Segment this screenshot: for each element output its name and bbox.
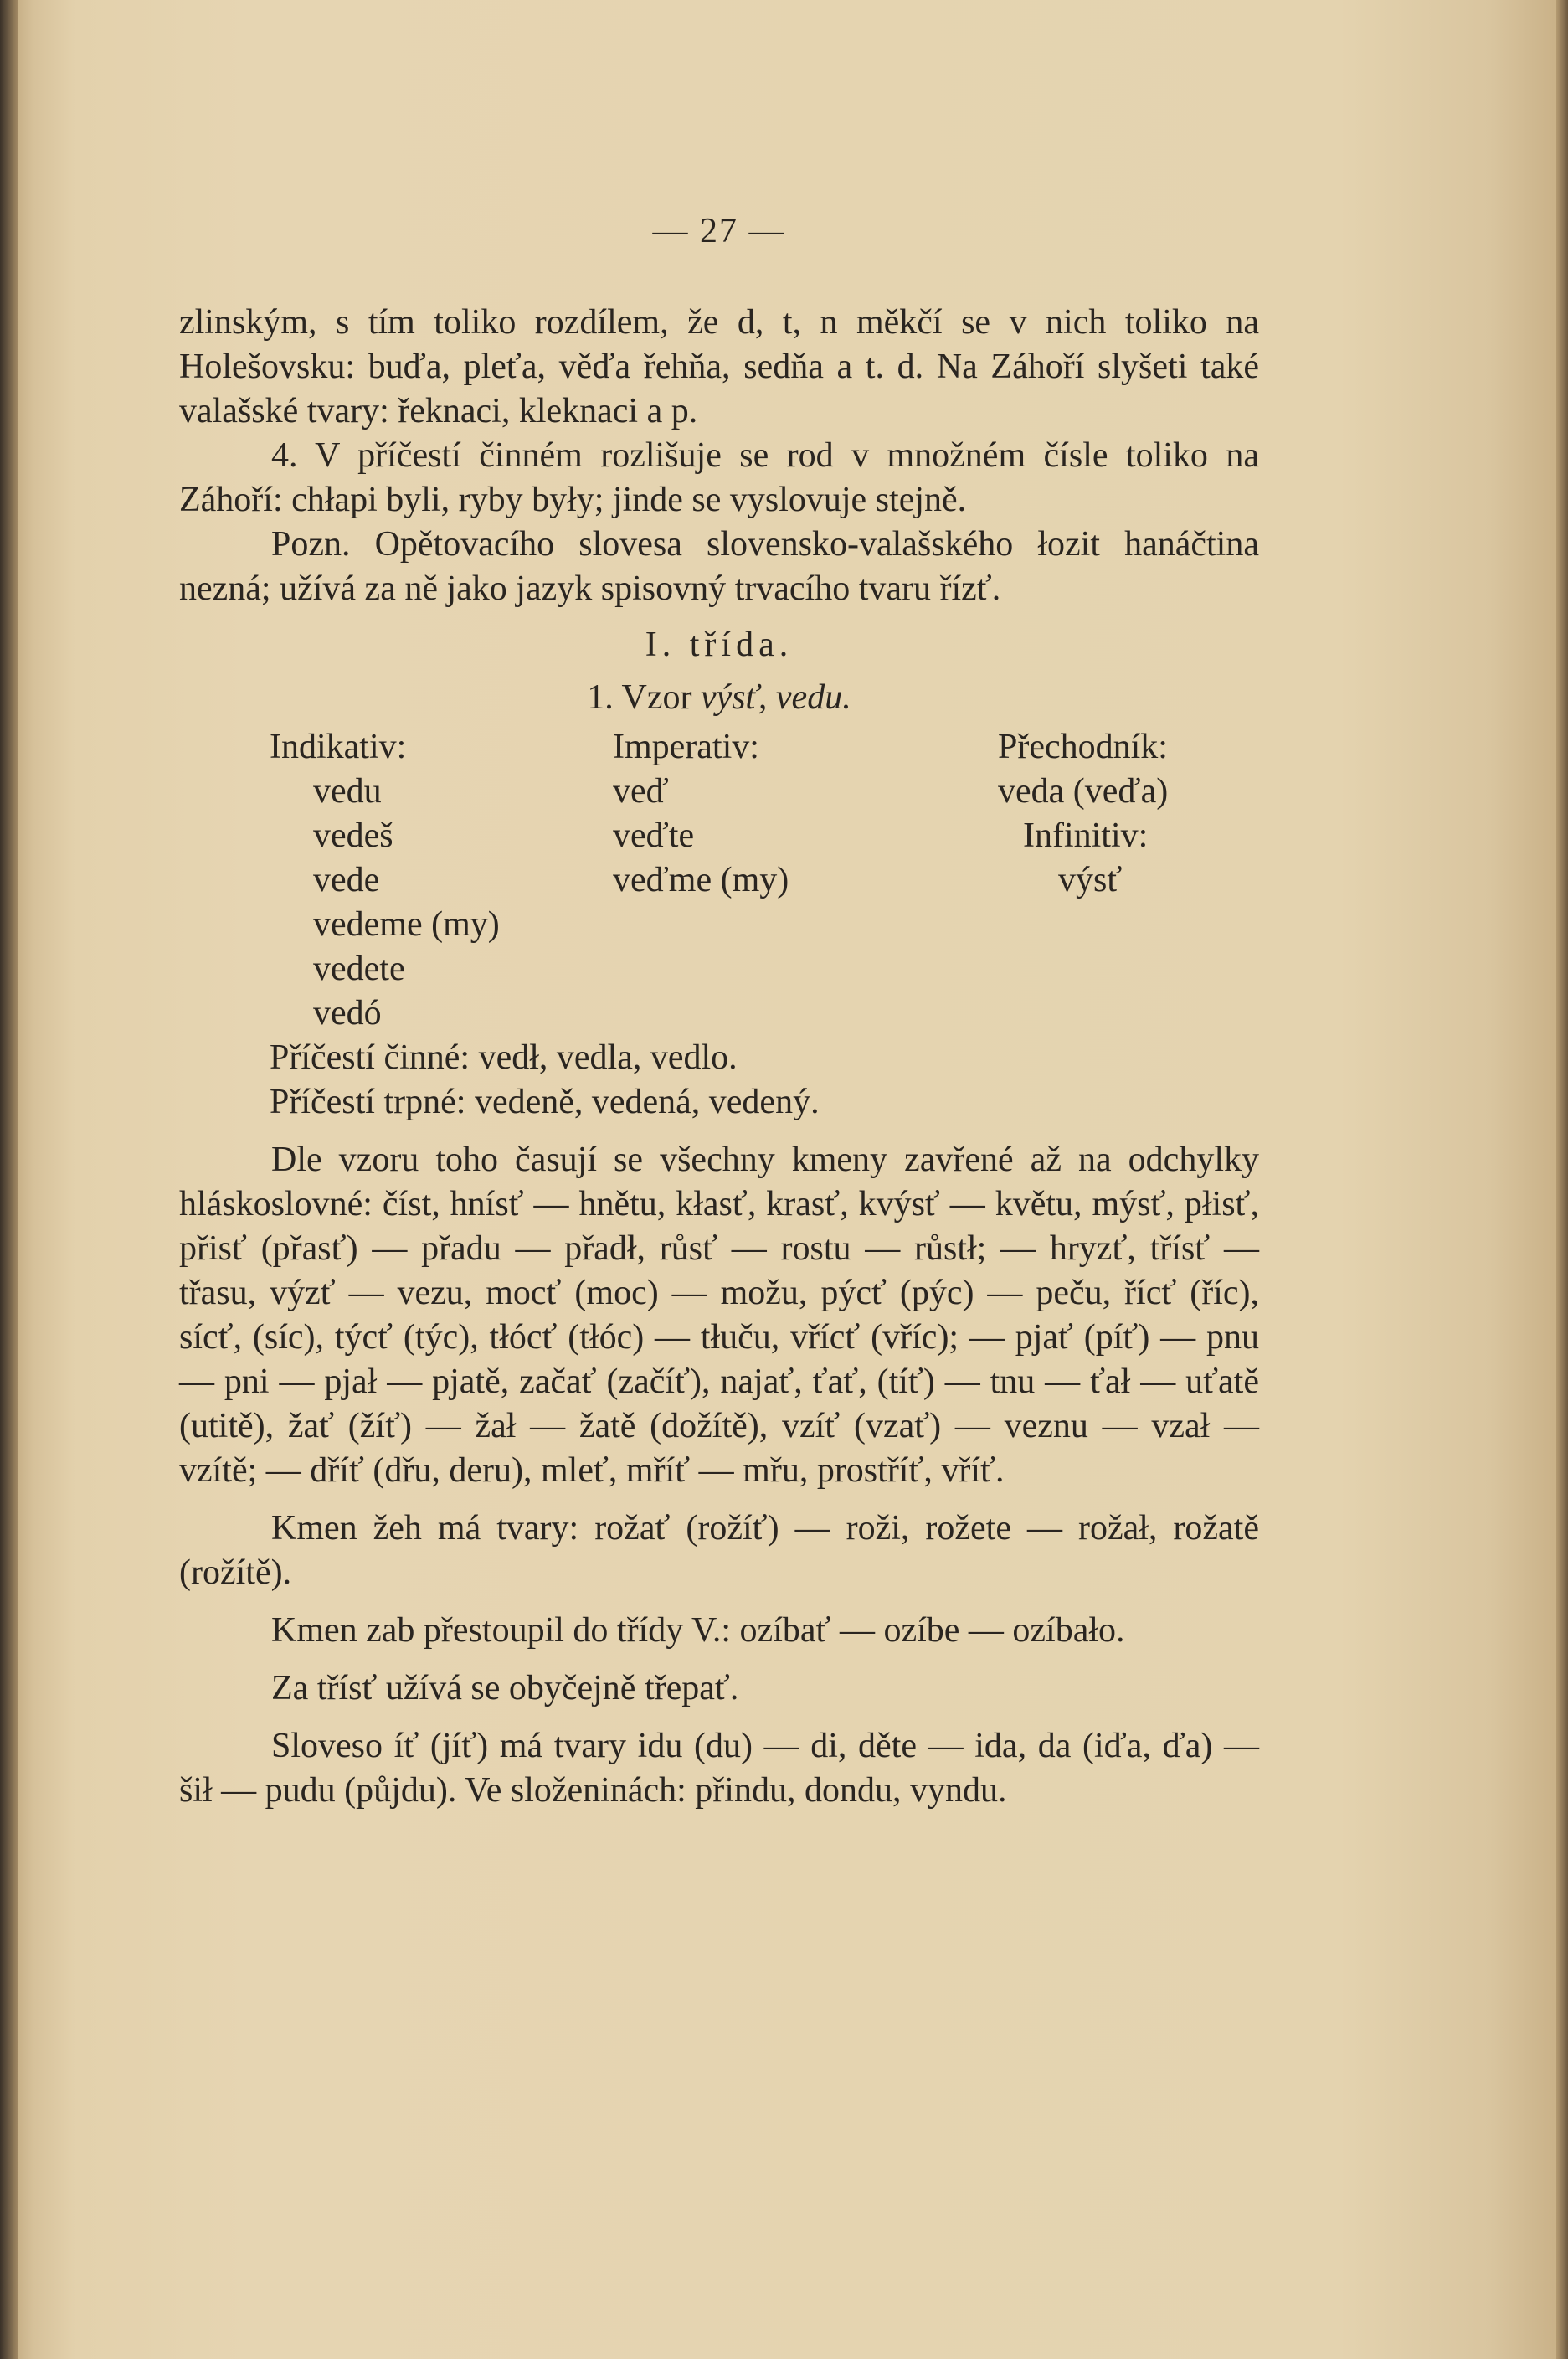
kmen-zeh-paragraph: Kmen žeh má tvary: rožať (rožíť) — roži, rožete — rožał, rožatě (rožítě). [179,1509,1259,1592]
infinitiv-form: výsť [1058,861,1123,899]
paradigm-label: 1. Vzor [587,678,692,717]
imperativ-form: veď [613,772,669,811]
book-spine [0,0,18,2359]
indikativ-form: vedu [313,772,382,811]
page-number: — 27 — [652,212,786,250]
trist-paragraph: Za třísť užívá se obyčejně třepať. [271,1669,739,1707]
imperativ-column [613,725,998,1036]
point-4-paragraph: 4. V příčestí činném rozlišuje se rod v množném čísle toliko na Záhoří: chłapi byli, ryby były; jinde se vyslovuje stejně. [179,436,1259,519]
note-paragraph: Pozn. Opětovacího slovesa slovensko-valašského łozit hanáčtina nezná; užívá za ně jako jazyk spisovný trvacího tvaru řízť. [179,525,1259,608]
prechodnik-column [998,725,1350,1036]
participle-active: Příčestí činné: vedł, vedla, vedlo. [270,1038,738,1077]
paradigm-verb: výsť, vedu. [701,678,851,717]
prechodnik-title: Přechodník: [998,728,1168,766]
indikativ-column [270,725,613,1036]
intro-paragraph: zlinským, s tím toliko rozdílem, že d, t, n měkčí se v nich toliko na Holešovsku: buďa, pleťa, věďa řehňa, sedňa a t. d. Na Záhoří slyšeti také valašské tvary: řeknaci, kleknaci a p. [179,303,1259,430]
indikativ-form: vedeš [313,816,393,855]
indikativ-form: vedó [313,994,382,1033]
page-edge [1556,0,1568,2359]
infinitiv-title: Infinitiv: [1023,816,1149,855]
kmen-zab-paragraph: Kmen zab přestoupil do třídy V.: ozíbať — ozíbe — ozíbało. [271,1611,1125,1650]
indikativ-form: vedeme (my) [313,905,500,944]
class-heading: I. třída. [645,626,794,664]
imperativ-title: Imperativ: [613,728,759,766]
paradigm-list-paragraph: Dle vzoru toho časují se všechny kmeny zavřené až na odchylky hláskoslovné: číst, hnísť — hnětu, kłasť, krasť, kvýsť — květu, mýsť, płisť, přisť (přasť) — přadu — přadł, růsť — rostu — růstł; — hryzť, třísť — třasu, výzť — vezu, mocť (moc) — možu, pýcť (pýc) — peču, řícť (říc), sícť, (síc), týcť (týc), tłócť (tłóc) — tłuču, vřícť (vříc); — pjať (píť) — pnu — pni — pjał — pjatě, začať (začíť), najať, ťať, (tíť) — tnu — ťał — uťatě (utitě), žať (žíť) — žał — žatě (dožítě), vzíť (vzať) — veznu — vzał — vzítě; — dříť (dřu, deru), mleť, mříť — mřu, prostříť, vříť. [179,1141,1259,1490]
indikativ-title: Indikativ: [270,728,407,766]
imperativ-form: veďte [613,816,695,855]
imperativ-form: veďme (my) [613,861,789,899]
page-text [179,209,1259,1813]
indikativ-form: vede [313,861,380,899]
conjugation-table [270,725,1257,1036]
prechodnik-form: veda (veďa) [998,772,1169,811]
sloveso-it-paragraph: Sloveso íť (jíť) má tvary idu (du) — di, děte — ida, da (iďa, ďa) — šił — pudu (půjdu). Ve složeninách: přindu, dondu, vyndu. [179,1727,1259,1810]
participle-passive: Příčestí trpné: vedeně, vedená, vedený. [270,1083,820,1121]
paradigm-heading [179,676,1259,720]
indikativ-form: vedete [313,950,405,988]
